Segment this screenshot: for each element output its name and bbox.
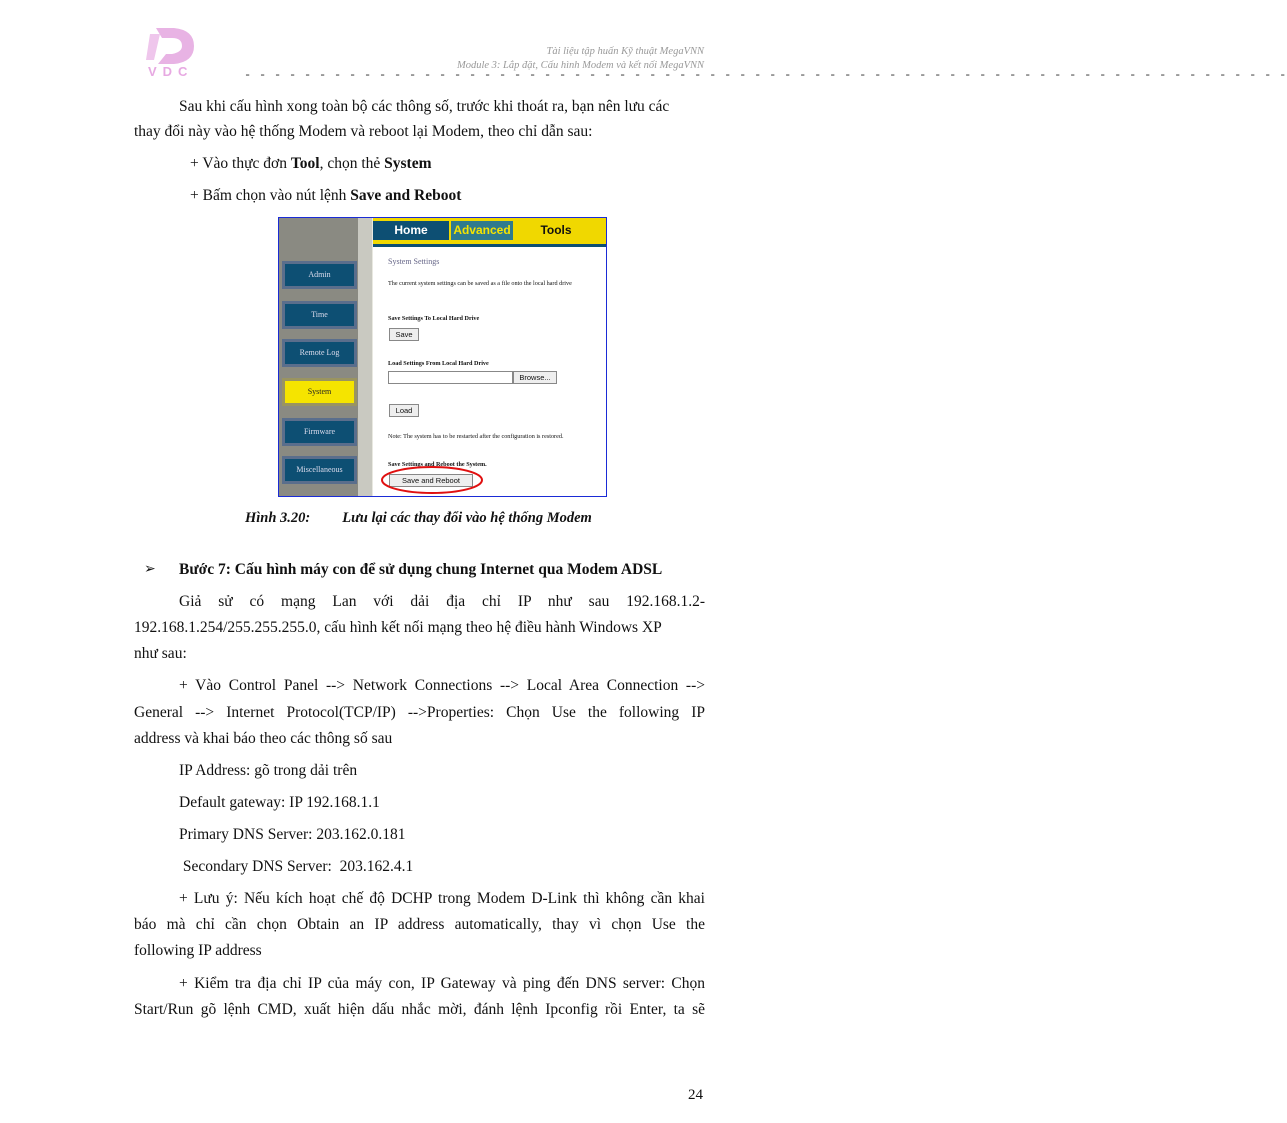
header-rule: - - - - - - - - - - - - - - - - - - - - - - - - - - - - - - - - - - - - - - - - - - - - - - - - - - - - - - - - - - - - - - - - - - - - - - — [244, 68, 1287, 82]
page-number: 24 — [688, 1087, 703, 1103]
load-local-label: Load Settings From Local Hard Drive — [388, 360, 489, 367]
header-title: Tài liệu tập huấn Kỹ thuật MegaVNN — [546, 46, 704, 57]
save-and-reboot-button[interactable]: Save and Reboot — [389, 474, 473, 487]
control-panel-line-1: + Vào Control Panel --> Network Connections --> Local Area Connection --> — [179, 677, 705, 694]
save-button[interactable]: Save — [389, 328, 419, 341]
lan-line-3: như sau: — [134, 645, 187, 662]
bullet-arrow-icon: ➢ — [144, 562, 156, 577]
highlight-circle-icon — [380, 465, 484, 495]
primary-dns-line: Primary DNS Server: 203.162.0.181 — [179, 826, 406, 843]
lan-line-2: 192.168.1.254/255.255.255.0, cấu hình kết nối mạng theo hệ điều hành Windows XP — [134, 619, 662, 636]
figure-caption: Hình 3.20: Lưu lại các thay đổi vào hệ thống Modem — [245, 510, 592, 526]
system-settings-panel — [373, 247, 606, 496]
step-save-reboot: + Bấm chọn vào nút lệnh Save and Reboot — [190, 187, 462, 204]
nav-remote-log[interactable]: Remote Log — [282, 339, 357, 367]
dhcp-note-line-1: + Lưu ý: Nếu kích hoạt chế độ DCHP trong Modem D-Link thì không cần khai — [179, 890, 705, 907]
intro-line-1: Sau khi cấu hình xong toàn bộ các thông số, trước khi thoát ra, bạn nên lưu các — [179, 98, 670, 115]
tab-tools[interactable]: Tools — [540, 223, 572, 237]
ip-address-line: IP Address: gõ trong dải trên — [179, 762, 358, 779]
modem-screenshot — [278, 217, 607, 497]
step-tool: + Vào thực đơn Tool, chọn thẻ System — [190, 155, 432, 172]
step7-heading: Bước 7: Cấu hình máy con để sử dụng chung Internet qua Modem ADSL — [179, 561, 663, 578]
browse-button[interactable]: Browse... — [513, 371, 557, 384]
control-panel-line-3: address và khai báo theo các thông số sau — [134, 730, 393, 747]
control-panel-line-2: General --> Internet Protocol(TCP/IP) -->Properties: Chọn Use the following IP — [134, 704, 705, 721]
gateway-line: Default gateway: IP 192.168.1.1 — [179, 794, 380, 811]
vdc-logo — [144, 24, 210, 78]
restart-note: Note: The system has to be restarted after the configuration is restored. — [388, 433, 564, 440]
intro-line-2: thay đổi này vào hệ thống Modem và reboot lại Modem, theo chỉ dẫn sau: — [134, 123, 593, 140]
panel-description: The current system settings can be saved as a file onto the local hard drive — [388, 280, 572, 287]
tab-home[interactable]: Home — [373, 221, 449, 240]
lan-line-1: Giả sử có mạng Lan với dải địa chỉ IP như sau 192.168.1.2- — [179, 593, 705, 610]
nav-time[interactable]: Time — [282, 301, 357, 329]
tab-advanced[interactable]: Advanced — [451, 221, 513, 240]
reboot-label: Save Settings and Reboot the System. — [388, 461, 487, 468]
svg-text:VDC: VDC — [148, 64, 194, 79]
header-module: Module 3: Lắp đặt, Cấu hình Modem và kết nối MegaVNN — [456, 60, 704, 71]
nav-miscellaneous[interactable]: Miscellaneous — [282, 456, 357, 484]
modem-tabbar — [373, 218, 606, 247]
dhcp-note-line-3: following IP address — [134, 942, 262, 959]
nav-firmware[interactable]: Firmware — [282, 418, 357, 446]
modem-sidebar — [279, 218, 372, 496]
nav-system[interactable]: System — [282, 378, 357, 406]
check-ip-line-1: + Kiểm tra địa chỉ IP của máy con, IP Gateway và ping đến DNS server: Chọn — [179, 975, 705, 992]
secondary-dns-line: Secondary DNS Server: 203.162.4.1 — [179, 858, 414, 875]
nav-admin[interactable]: Admin — [282, 261, 357, 289]
load-button[interactable]: Load — [389, 404, 419, 417]
check-ip-line-2: Start/Run gõ lệnh CMD, xuất hiện dấu nhắc mời, đánh lệnh Ipconfig rồi Enter, ta sẽ — [134, 1001, 705, 1018]
panel-title: System Settings — [388, 257, 440, 266]
dhcp-note-line-2: báo mà chỉ cần chọn Obtain an IP address automatically, thay vì chọn Use the — [134, 916, 705, 933]
file-path-input[interactable] — [388, 371, 513, 384]
save-local-label: Save Settings To Local Hard Drive — [388, 315, 480, 322]
